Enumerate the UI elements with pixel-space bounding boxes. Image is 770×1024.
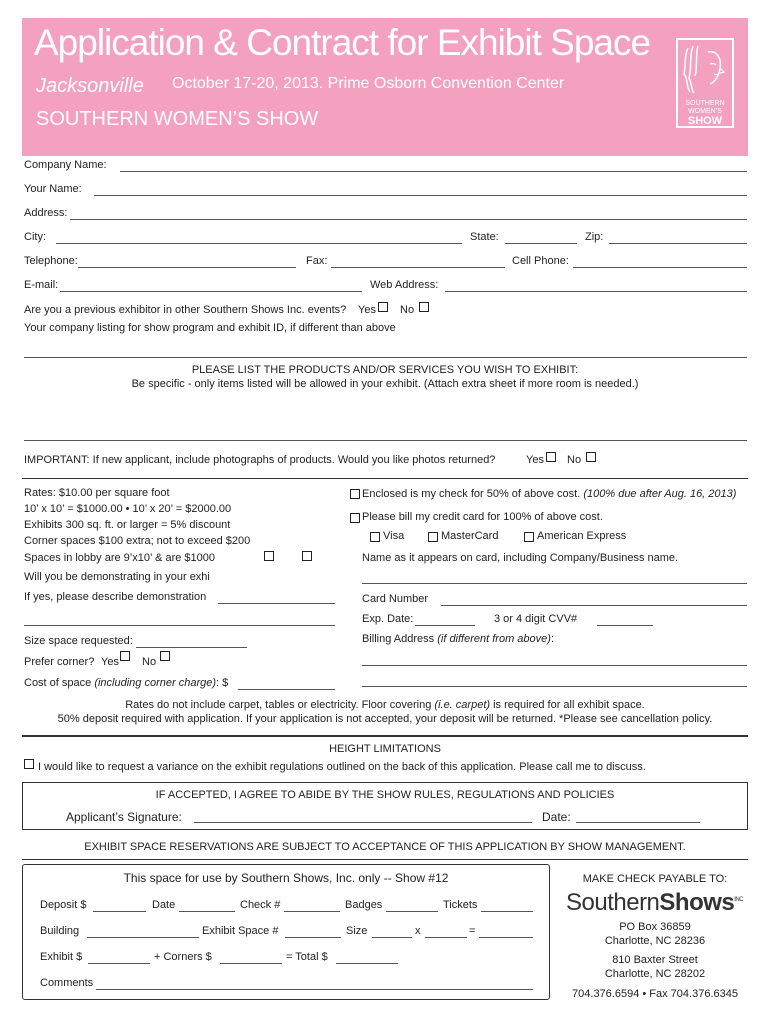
office-date-label: Date [152, 899, 176, 911]
office-date-field[interactable] [179, 911, 235, 912]
event-dates: October 17-20, 2013. Prime Osborn Convention Center [172, 75, 565, 92]
amex-checkbox[interactable] [524, 532, 534, 542]
demonstrating-yes-checkbox[interactable] [264, 551, 274, 561]
photos-no-label: No [567, 454, 582, 466]
corner-yes-checkbox[interactable] [120, 651, 130, 661]
agreement-heading: IF ACCEPTED, I AGREE TO ABIDE BY THE SHOW RULES, REGULATIONS AND POLICIES [155, 789, 615, 801]
card-number-field[interactable] [441, 605, 747, 606]
city-field[interactable] [56, 243, 462, 244]
card-number-label: Card Number [362, 593, 429, 605]
products-heading: PLEASE LIST THE PRODUCTS AND/OR SERVICES YOU WISH TO EXHIBIT: [191, 364, 579, 376]
check-payment-note: (100% due after Aug. 16, 2013) [583, 488, 737, 500]
previous-yes-label: Yes [358, 304, 376, 316]
variance-checkbox[interactable] [24, 759, 34, 769]
deposit-label: Deposit $ [40, 899, 87, 911]
billing-address-field-2[interactable] [362, 686, 747, 687]
zip-label: Zip: [585, 231, 604, 243]
company-listing-label: Your company listing for show program and exhibit ID, if different than above [24, 322, 396, 334]
size-requested-field[interactable] [136, 647, 247, 648]
rates-line-1: Rates: $10.00 per square foot [24, 487, 170, 499]
billing-address-note: (if different from above) [437, 633, 551, 645]
zip-field[interactable] [609, 243, 747, 244]
name-on-card-field[interactable] [362, 583, 747, 584]
po-city-line: Charlotte, NC 28236 [604, 935, 706, 947]
variance-label: I would like to request a variance on the exhibit regulations outlined on the back of this application. Please call me to discuss. [38, 761, 646, 773]
total-field[interactable] [336, 963, 398, 964]
exhibit-amount-label: Exhibit $ [40, 951, 83, 963]
check-number-field[interactable] [284, 911, 340, 912]
cvv-label: 3 or 4 digit CVV# [494, 613, 578, 625]
products-subheading: Be specific - only items listed will be allowed in your exhibit. (Attach extra sheet if more room is needed.) [131, 378, 639, 390]
cell-phone-label: Cell Phone: [512, 255, 569, 267]
amex-label: American Express [537, 530, 627, 542]
size-label: Size [346, 925, 368, 937]
office-use-heading: This space for use by Southern Shows, Inc. only -- Show #12 [123, 871, 449, 885]
mastercard-checkbox[interactable] [428, 532, 438, 542]
form-title: Application & Contract for Exhibit Space [34, 22, 651, 63]
comments-label: Comments [40, 977, 94, 989]
cell-phone-field[interactable] [573, 267, 747, 268]
demonstrating-question: Will you be demonstrating in your exhi [24, 571, 210, 583]
photos-yes-label: Yes [526, 454, 544, 466]
total-label: = Total $ [286, 951, 328, 963]
corner-no-checkbox[interactable] [160, 651, 170, 661]
cost-of-space-label [24, 677, 228, 689]
size-x-label: x [415, 925, 421, 937]
describe-demonstration-field[interactable] [218, 603, 335, 604]
check-payment-label [362, 488, 736, 500]
demonstrating-no-checkbox[interactable] [302, 551, 312, 561]
height-divider [22, 735, 748, 737]
signature-label: Applicant’s Signature: [66, 810, 182, 824]
credit-card-label: Please bill my credit card for 100% of above cost. [362, 511, 603, 523]
rates-note-line-2: 50% deposit required with application. If your application is not accepted, your deposit will be returned. *Please see cancellation policy. [57, 713, 713, 725]
southern-shows-logo [566, 889, 743, 917]
exhibit-amount-field[interactable] [88, 963, 150, 964]
company-listing-field[interactable] [24, 357, 747, 358]
logo-southern: Southern [566, 889, 660, 916]
previous-no-label: No [400, 304, 415, 316]
payable-heading: MAKE CHECK PAYABLE TO: [582, 873, 728, 885]
photos-question: IMPORTANT: If new applicant, include photographs of products. Would you like photos returned? [24, 454, 496, 466]
rates-line-5: Spaces in lobby are 9’x10’ & are $1000 [24, 552, 215, 564]
logo-line-1: SOUTHERN [685, 100, 725, 107]
size-width-field[interactable] [372, 937, 412, 938]
billing-address-field-1[interactable] [362, 665, 747, 666]
web-address-field[interactable] [445, 291, 747, 292]
street-city-line: Charlotte, NC 28202 [604, 968, 706, 980]
office-divider [22, 859, 748, 860]
mastercard-label: MasterCard [441, 530, 499, 542]
cvv-field[interactable] [597, 625, 653, 626]
rates-note-line-1 [22, 699, 748, 711]
building-field[interactable] [87, 937, 199, 938]
phone-fax-line: 704.376.6594 • Fax 704.376.6345 [572, 988, 738, 1000]
show-name: SOUTHERN WOMEN’S SHOW [36, 108, 319, 130]
billing-address-colon: : [550, 633, 554, 645]
exp-date-label: Exp. Date: [362, 613, 414, 625]
describe-demonstration-label: If yes, please describe demonstration [24, 591, 207, 603]
billing-address-text: Billing Address [362, 633, 435, 645]
credit-card-checkbox[interactable] [350, 513, 360, 523]
state-field[interactable] [505, 243, 577, 244]
exhibit-space-label: Exhibit Space # [202, 925, 279, 937]
signature-field[interactable] [194, 822, 532, 823]
address-label: Address: [24, 207, 68, 219]
check-payment-text: Enclosed is my check for 50% of above cost. [362, 488, 581, 500]
products-field[interactable] [24, 440, 747, 441]
logo-inc: INC [734, 897, 744, 903]
logo-shows: Shows [659, 889, 735, 916]
corners-label: + Corners $ [154, 951, 212, 963]
billing-address-label [362, 633, 554, 645]
your-name-label: Your Name: [24, 183, 82, 195]
company-name-label: Company Name: [24, 159, 107, 171]
cost-label-text: Cost of space [24, 677, 92, 689]
section-divider [22, 478, 748, 479]
street-line: 810 Baxter Street [612, 954, 698, 966]
rates-line-2: 10’ x 10’ = $1000.00 • 10’ x 20’ = $2000.00 [24, 503, 232, 515]
badges-label: Badges [345, 899, 383, 911]
date-label: Date: [542, 810, 571, 824]
your-name-field[interactable] [94, 195, 747, 196]
corner-yes-label: Yes [101, 656, 119, 668]
woman-face-icon [682, 44, 728, 94]
photos-no-checkbox[interactable] [586, 452, 596, 462]
cost-of-space-field[interactable] [238, 689, 335, 690]
size-length-field[interactable] [425, 937, 467, 938]
comments-field[interactable] [96, 989, 533, 990]
exhibit-space-field[interactable] [285, 937, 341, 938]
email-field[interactable] [60, 291, 362, 292]
city-label: Jacksonville [36, 75, 144, 97]
company-name-field[interactable] [120, 171, 747, 172]
previous-exhibitor-question: Are you a previous exhibitor in other Southern Shows Inc. events? [24, 304, 347, 316]
telephone-field[interactable] [78, 267, 296, 268]
visa-checkbox[interactable] [370, 532, 380, 542]
deposit-field[interactable] [93, 911, 146, 912]
fax-field[interactable] [331, 267, 505, 268]
po-box-line: PO Box 36859 [619, 921, 691, 933]
tickets-field[interactable] [481, 911, 533, 912]
date-field[interactable] [576, 822, 700, 823]
corners-field[interactable] [220, 963, 282, 964]
cost-label-note: (including corner charge) [94, 677, 216, 689]
fax-label: Fax: [306, 255, 328, 267]
rates-note-a: Rates do not include carpet, tables or electricity. Floor covering [125, 699, 432, 711]
visa-label: Visa [383, 530, 405, 542]
size-equals-label: = [469, 925, 476, 937]
prefer-corner-label: Prefer corner? [24, 656, 95, 668]
corner-no-label: No [142, 656, 157, 668]
tickets-label: Tickets [443, 899, 478, 911]
previous-yes-checkbox[interactable] [378, 302, 388, 312]
cost-label-suffix: : $ [216, 677, 229, 689]
describe-demonstration-field-2[interactable] [24, 625, 335, 626]
reservations-notice: EXHIBIT SPACE RESERVATIONS ARE SUBJECT TO ACCEPTANCE OF THIS APPLICATION BY SHOW MANAGEMENT. [84, 841, 686, 853]
rates-line-4: Corner spaces $100 extra; not to exceed $200 [24, 535, 251, 547]
logo-line-2: WOMEN’S [688, 108, 722, 115]
exp-date-field[interactable] [415, 625, 475, 626]
telephone-label: Telephone: [24, 255, 78, 267]
state-label: State: [470, 231, 499, 243]
previous-no-checkbox[interactable] [419, 302, 429, 312]
email-label: E-mail: [24, 279, 59, 291]
web-address-label: Web Address: [370, 279, 439, 291]
address-field[interactable] [70, 219, 747, 220]
rates-line-3: Exhibits 300 sq. ft. or larger = 5% discount [24, 519, 231, 531]
logo-line-3: SHOW [687, 115, 723, 127]
check-payment-checkbox[interactable] [350, 489, 360, 499]
rates-note-c: is required for all exhibit space. [493, 699, 645, 711]
rates-note-b: (i.e. carpet) [434, 699, 491, 711]
photos-yes-checkbox[interactable] [546, 452, 556, 462]
name-on-card-label: Name as it appears on card, including Company/Business name. [362, 552, 679, 564]
height-heading: HEIGHT LIMITATIONS [329, 743, 441, 755]
badges-field[interactable] [386, 911, 438, 912]
building-label: Building [40, 925, 80, 937]
size-requested-label: Size space requested: [24, 635, 133, 647]
city-field-label: City: [24, 231, 46, 243]
size-total-field[interactable] [479, 937, 533, 938]
check-number-label: Check # [240, 899, 281, 911]
southern-womens-show-logo [676, 38, 734, 128]
